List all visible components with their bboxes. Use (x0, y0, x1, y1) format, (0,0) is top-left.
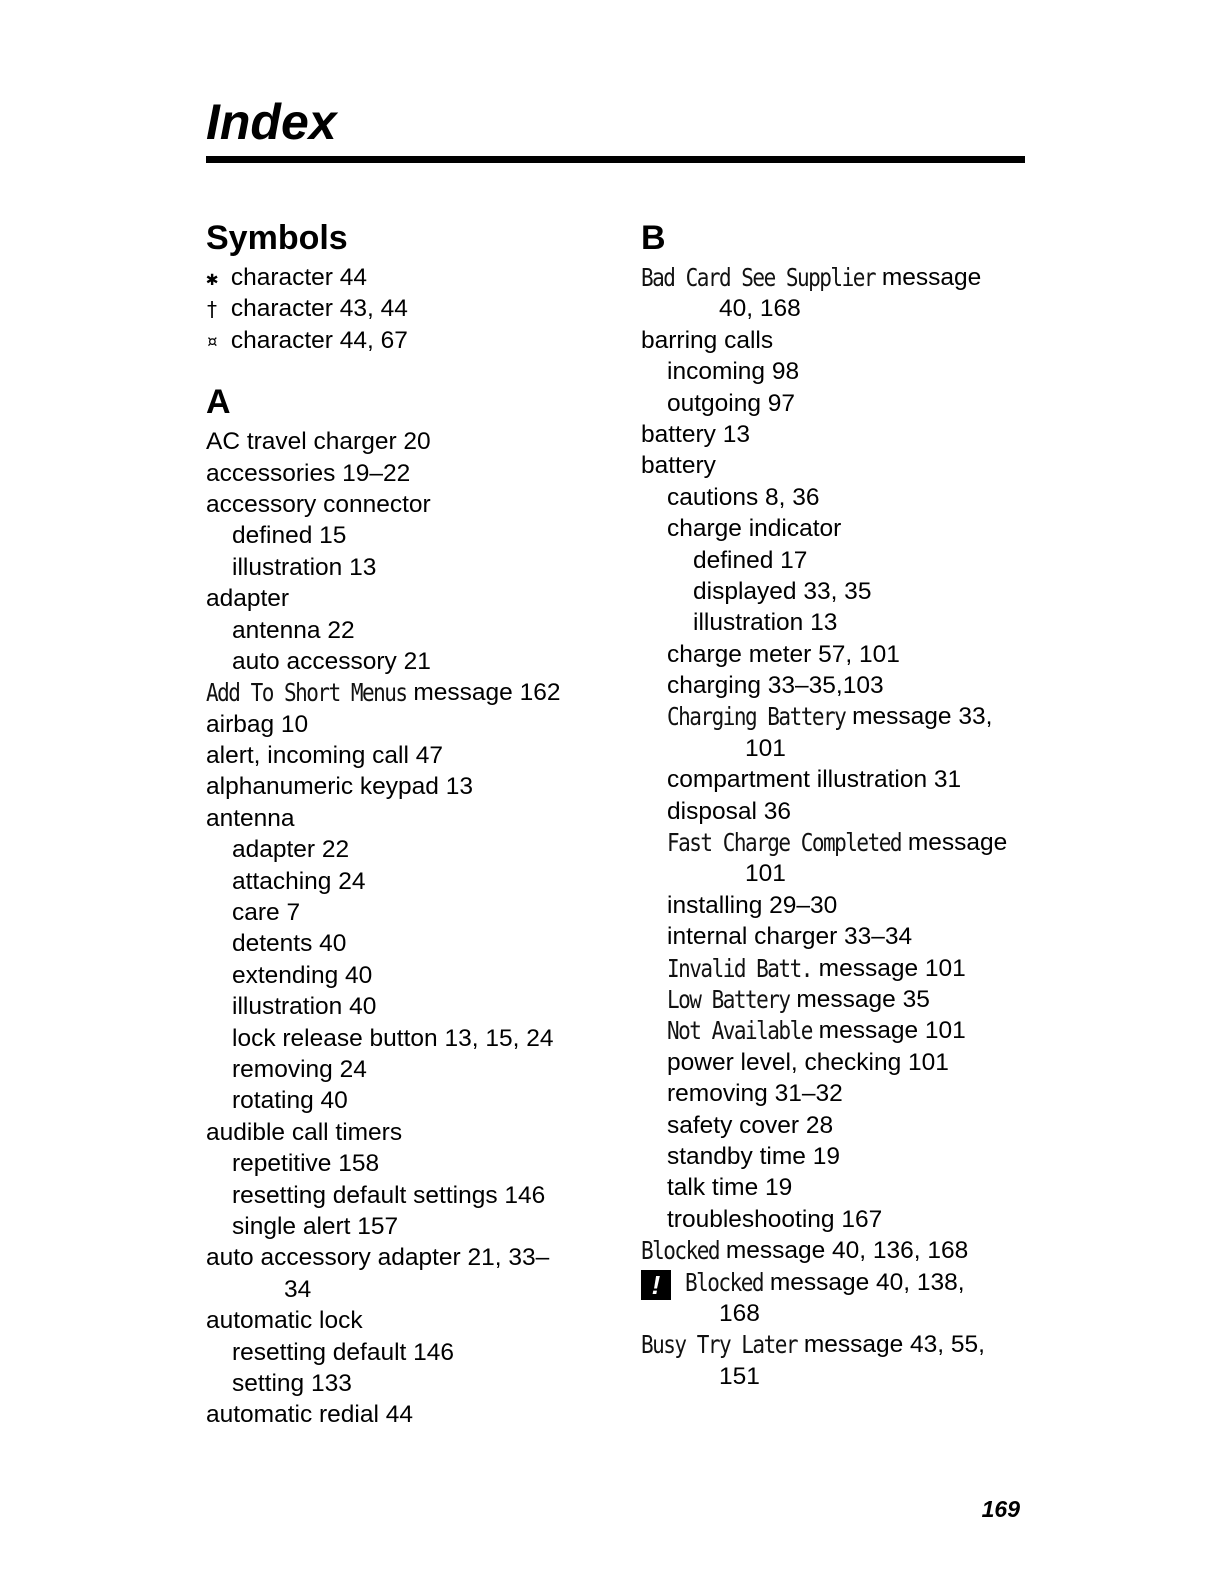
index-entry: accessories 19–22 (206, 459, 411, 487)
index-entry: automatic lock (206, 1307, 363, 1335)
index-subentry: outgoing 97 (667, 389, 796, 417)
index-subentry: internal charger 33–34 (667, 923, 913, 951)
index-subentry: removing 24 (232, 1055, 367, 1083)
section-heading-symbols: Symbols (206, 219, 348, 257)
index-entry: barring calls (641, 326, 774, 354)
index-subentry: disposal 36 (667, 797, 791, 825)
page-title: Index (206, 94, 337, 150)
index-subentry: Charging Battery message 33, (641, 701, 1081, 732)
index-subentry: charge indicator (667, 515, 842, 543)
box-symbol-icon: ¤ (206, 328, 219, 353)
index-subentry: illustration 40 (232, 993, 377, 1021)
index-subentry: adapter 22 (232, 836, 350, 864)
index-subentry: Low Battery message 35 (641, 984, 1081, 1015)
index-entry: Add To Short Menus message 162 (206, 677, 626, 708)
index-subentry: compartment illustration 31 (667, 766, 962, 794)
display-message-text: Charging Battery (667, 703, 846, 732)
display-message-text: Fast Charge Completed (667, 828, 902, 858)
display-message-text: Low Battery (667, 985, 790, 1015)
index-subentry: Invalid Batt. message 101 (641, 953, 1081, 984)
index-entry: AC travel charger 20 (206, 428, 431, 456)
index-entry: airbag 10 (206, 710, 309, 738)
index-subentry: Not Available message 101 (641, 1015, 1081, 1046)
index-subentry: incoming 98 (667, 358, 800, 386)
index-entry: ¤ character 44, 67 (206, 325, 626, 356)
index-entry: † character 43, 44 (206, 293, 626, 324)
index-entry: audible call timers (206, 1118, 403, 1146)
index-subsubentry: defined 17 (693, 546, 808, 574)
index-subsubentry: illustration 13 (693, 609, 838, 637)
index-subentry: rotating 40 (232, 1087, 348, 1115)
index-subentry: standby time 19 (667, 1142, 840, 1170)
index-subentry: repetitive 158 (232, 1150, 380, 1178)
dagger-symbol-icon: † (206, 297, 219, 322)
index-subentry: detents 40 (232, 930, 347, 958)
index-continuation: 168 (719, 1299, 760, 1327)
index-entry: accessory connector (206, 490, 431, 518)
index-entry: automatic redial 44 (206, 1401, 414, 1429)
index-subentry: cautions 8, 36 (667, 483, 820, 511)
index-subentry: Fast Charge Completed message (641, 827, 1081, 858)
index-subentry: antenna 22 (232, 616, 355, 644)
index-entry: antenna (206, 804, 295, 832)
asterisk-symbol-icon: ✱ (206, 266, 219, 290)
index-subentry: charge meter 57, 101 (667, 640, 900, 668)
index-entry: alphanumeric keypad 13 (206, 773, 473, 801)
index-continuation: 40, 168 (719, 295, 801, 323)
index-entry: battery (641, 452, 716, 480)
index-subentry: lock release button 13, 15, 24 (232, 1024, 554, 1052)
index-subentry: attaching 24 (232, 867, 366, 895)
index-continuation: 101 (745, 860, 786, 888)
index-column-left (206, 216, 626, 1431)
index-column-right (641, 216, 1081, 1392)
index-continuation: 34 (284, 1275, 312, 1303)
index-entry: ✱ character 44 (206, 262, 626, 293)
index-subentry: installing 29–30 (667, 891, 838, 919)
display-message-text: Blocked (641, 1236, 720, 1266)
section-heading-a: A (206, 383, 231, 422)
index-subentry: care 7 (232, 899, 301, 927)
title-rule (206, 156, 1025, 163)
display-message-text: Invalid Batt. (667, 954, 812, 983)
index-subentry: defined 15 (232, 522, 347, 550)
index-subentry: removing 31–32 (667, 1080, 843, 1108)
index-entry: ! Blocked message 40, 138, (641, 1267, 1081, 1298)
index-continuation: 101 (745, 734, 786, 762)
index-subentry: setting 133 (232, 1369, 352, 1397)
index-subentry: resetting default settings 146 (232, 1181, 546, 1209)
page-number: 169 (981, 1496, 1020, 1522)
index-entry: adapter (206, 585, 290, 613)
display-message-text: Add To Short Menus (206, 679, 407, 708)
index-entry: Bad Card See Supplier message (641, 262, 1081, 293)
index-subentry: auto accessory 21 (232, 647, 431, 675)
section-heading-b: B (641, 219, 666, 257)
index-subentry: safety cover 28 (667, 1111, 834, 1139)
display-message-text: Not Available (667, 1017, 812, 1046)
exclamation-alert-icon: ! (641, 1270, 671, 1300)
index-entry: auto accessory adapter 21, 33– (206, 1244, 550, 1272)
index-subentry: illustration 13 (232, 553, 377, 581)
index-subentry: single alert 157 (232, 1212, 399, 1240)
index-continuation: 151 (719, 1362, 760, 1390)
index-subentry: troubleshooting 167 (667, 1205, 883, 1233)
index-entry: Busy Try Later message 43, 55, (641, 1329, 1081, 1360)
display-message-text: Bad Card See Supplier (641, 263, 876, 293)
index-subentry: resetting default 146 (232, 1338, 455, 1366)
display-message-text: Busy Try Later (641, 1330, 798, 1360)
index-subentry: talk time 19 (667, 1174, 793, 1202)
index-entry: alert, incoming call 47 (206, 742, 443, 770)
index-subentry: extending 40 (232, 961, 373, 989)
index-subsubentry: displayed 33, 35 (693, 577, 872, 605)
index-subentry: charging 33–35,103 (667, 672, 884, 700)
index-subentry: power level, checking 101 (667, 1048, 949, 1076)
index-entry: Blocked message 40, 136, 168 (641, 1235, 1081, 1266)
display-message-text: Blocked (685, 1268, 764, 1297)
index-entry: battery 13 (641, 420, 750, 448)
